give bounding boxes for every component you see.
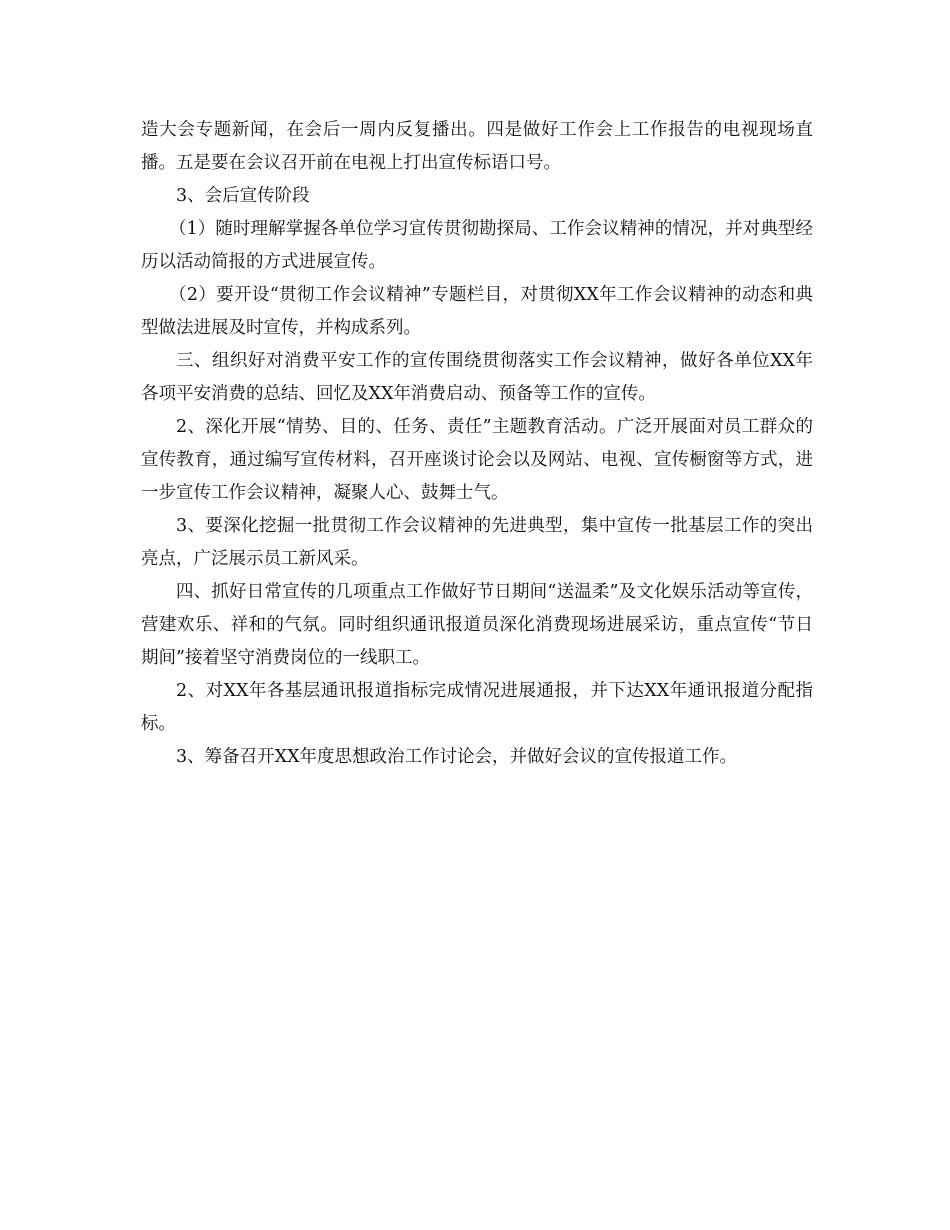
paragraph-item-1: （1）随时理解掌握各单位学习宣传贯彻勘探局、工作会议精神的情况，并对典型经历以活动简报的方式进展宣传。: [141, 219, 813, 272]
paragraph-continuation: 造大会专题新闻，在会后一周内反复播出。四是做好工作会上工作报告的电视现场直播。五是要在会议召开前在电视上打出宣传标语口号。: [141, 120, 813, 173]
paragraph-section-three: 三、组织好对消费平安工作的宣传围绕贯彻落实工作会议精神，做好各单位XX年各项平安消费的总结、回忆及XX年消费启动、预备等工作的宣传。: [141, 351, 813, 404]
paragraph-point-2-education: 2、深化开展“情势、目的、任务、责任”主题教育活动。广泛开展面对员工群众的宣传教育，通过编写宣传材料，召开座谈讨论会以及网站、电视、宣传橱窗等方式，进一步宣传工作会议精神，凝聚人心、鼓舞士气。: [141, 417, 813, 503]
paragraph-point-3-models: 3、要深化挖掘一批贯彻工作会议精神的先进典型，集中宣传一批基层工作的突出亮点，广泛展示员工新风采。: [141, 516, 813, 569]
paragraph-point-2-reporting: 2、对XX年各基层通讯报道指标完成情况进展通报，并下达XX年通讯报道分配指标。: [141, 681, 813, 734]
paragraph-heading-post-meeting: 3、会后宣传阶段: [176, 186, 310, 206]
paragraph-point-3-seminar: 3、筹备召开XX年度思想政治工作讨论会，并做好会议的宣传报道工作。: [176, 747, 738, 767]
document-body: [141, 114, 813, 774]
paragraph-section-four: 四、抓好日常宣传的几项重点工作做好节日期间“送温柔”及文化娱乐活动等宣传，营建欢乐、祥和的气氛。同时组织通讯报道员深化消费现场进展采访，重点宣传“节日期间”接着坚守消费岗位的一线职工。: [141, 582, 813, 668]
paragraph-item-2: （2）要开设“贯彻工作会议精神”专题栏目，对贯彻XX年工作会议精神的动态和典型做法进展及时宣传，并构成系列。: [141, 285, 813, 338]
